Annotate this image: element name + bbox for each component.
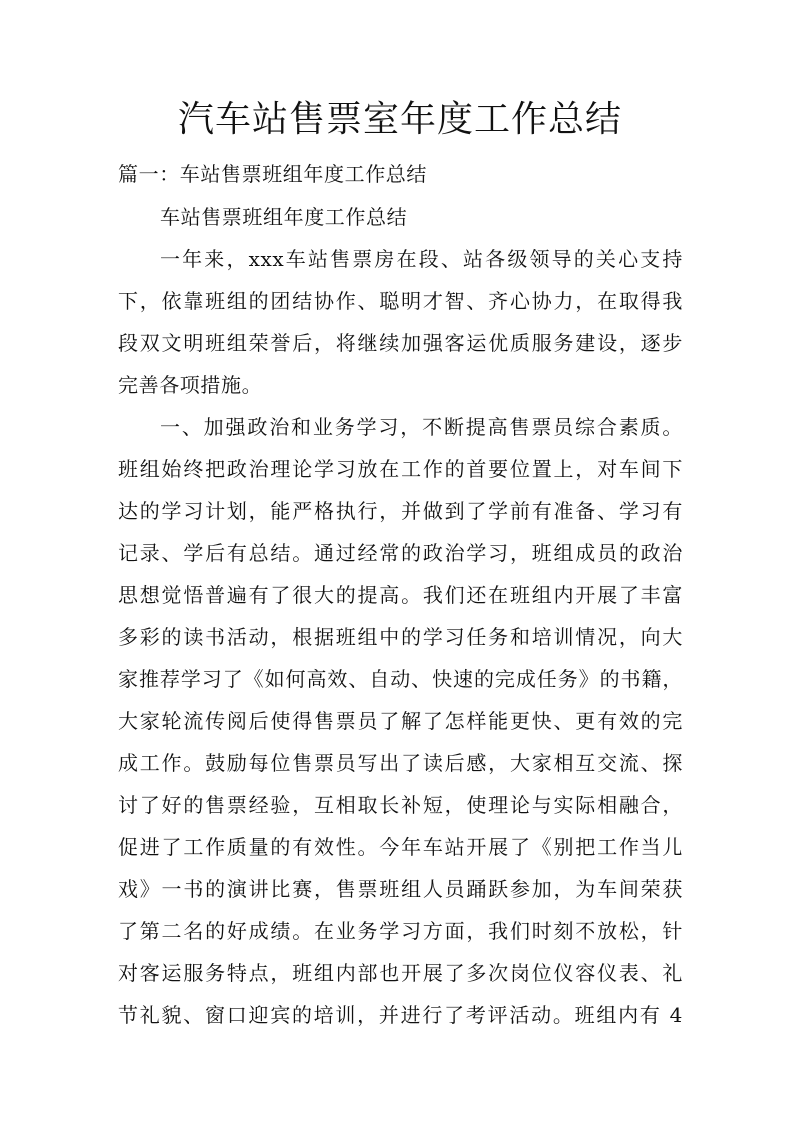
paragraph-line: 一年来，xxx车站售票房在段、站各级领导的关心支持 [160,247,683,271]
paragraph-line: 讨了好的售票经验，互相取长补短，使理论与实际相融合， [118,793,683,817]
paragraph-line: 促进了工作质量的有效性。今年车站开展了《别把工作当儿 [118,835,683,859]
paragraph-line: 一、加强政治和业务学习，不断提高售票员综合素质。 [160,415,683,439]
paragraph-line: 戏》一书的演讲比赛，售票班组人员踊跃参加，为车间荣获 [118,877,683,901]
paragraph-line: 家推荐学习了《如何高效、自动、快速的完成任务》的书籍， [118,667,683,691]
paragraph-line: 下，依靠班组的团结协作、聪明才智、齐心协力，在取得我 [118,289,683,313]
paragraph-line: 达的学习计划，能严格执行，并做到了学前有准备、学习有 [118,499,683,523]
paragraph-line: 对客运服务特点，班组内部也开展了多次岗位仪容仪表、礼 [118,961,683,985]
subsection-heading: 车站售票班组年度工作总结 [160,205,408,229]
paragraph-line: 成工作。鼓励每位售票员写出了读后感，大家相互交流、探 [118,751,683,775]
paragraph-line: 班组始终把政治理论学习放在工作的首要位置上，对车间下 [118,457,683,481]
section-heading: 篇一：车站售票班组年度工作总结 [118,162,427,186]
document-title: 汽车站售票室年度工作总结 [177,99,622,140]
paragraph-line: 段双文明班组荣誉后，将继续加强客运优质服务建设，逐步 [118,331,683,355]
paragraph-line: 完善各项措施。 [118,373,263,397]
paragraph-line: 记录、学后有总结。通过经常的政治学习，班组成员的政治 [118,541,683,565]
paragraph-line: 大家轮流传阅后使得售票员了解了怎样能更快、更有效的完 [118,709,683,733]
paragraph-line: 思想觉悟普遍有了很大的提高。我们还在班组内开展了丰富 [118,583,683,607]
paragraph-line: 节礼貌、窗口迎宾的培训，并进行了考评活动。班组内有 4 [118,1003,683,1027]
paragraph-line: 多彩的读书活动，根据班组中的学习任务和培训情况，向大 [118,625,683,649]
paragraph-line: 了第二名的好成绩。在业务学习方面，我们时刻不放松，针 [118,919,683,943]
